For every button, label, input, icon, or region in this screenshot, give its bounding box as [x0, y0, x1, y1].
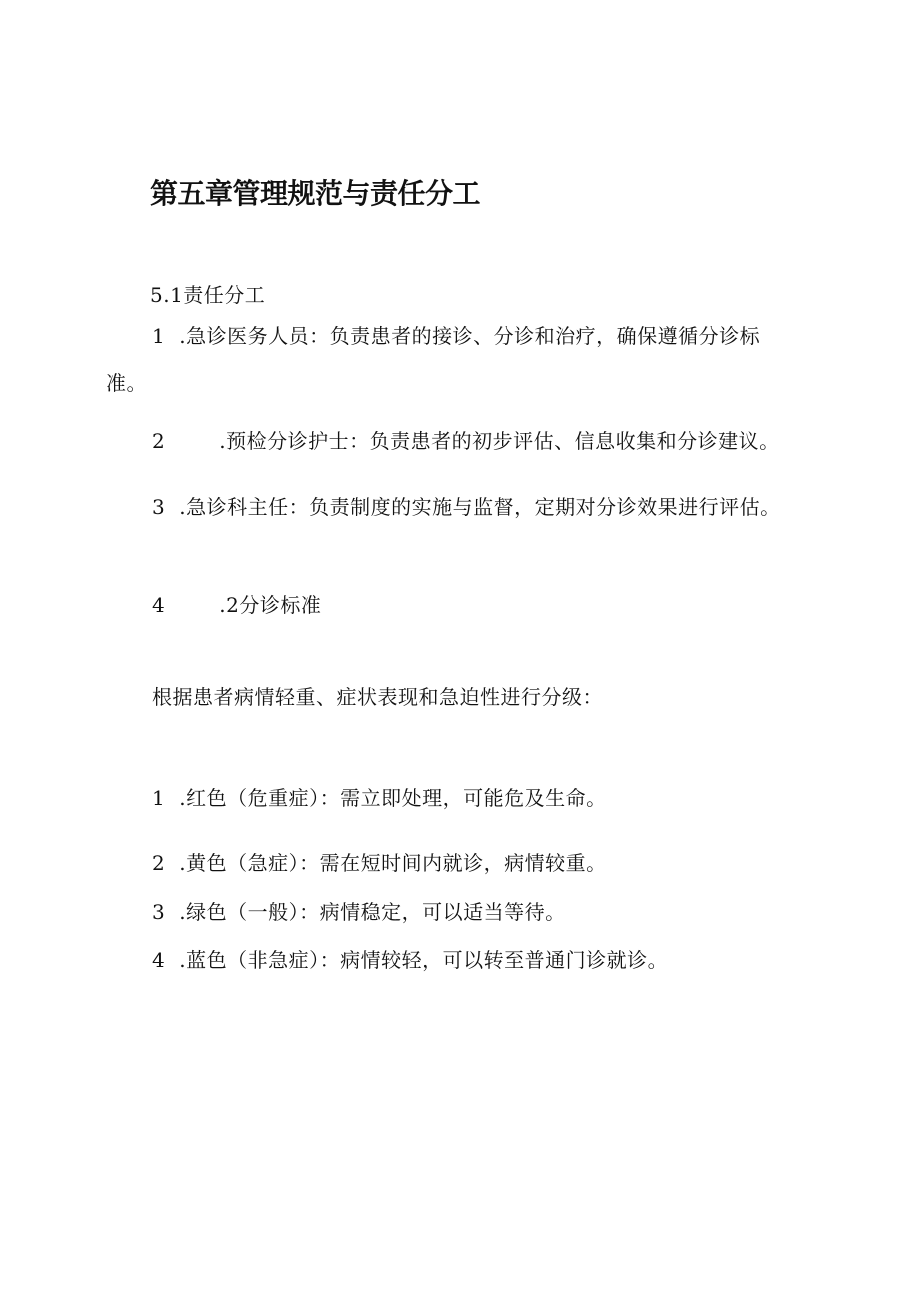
responsibility-item-3 — [152, 493, 781, 521]
section-heading-text: .2分诊标准 — [219, 593, 322, 617]
triage-level-red — [152, 784, 607, 812]
list-item-text: .红色（危重症）：需立即处理，可能危及生命。 — [179, 786, 607, 810]
list-item-text: .蓝色（非急症）：病情较轻，可以转至普通门诊就诊。 — [179, 948, 669, 972]
list-number: 1 — [152, 324, 166, 348]
list-item-text: .黄色（急症）：需在短时间内就诊，病情较重。 — [179, 851, 607, 875]
list-number: 3 — [152, 495, 166, 519]
list-item-text: .预检分诊护士：负责患者的初步评估、信息收集和分诊建议。 — [219, 429, 780, 453]
section-heading-triage-standard — [152, 591, 321, 619]
list-item-text: .绿色（一般）：病情稳定，可以适当等待。 — [179, 900, 566, 924]
list-number: 1 — [152, 786, 166, 810]
chapter-title: 第五章管理规范与责任分工 — [150, 177, 481, 210]
list-number: 4 — [152, 948, 166, 972]
list-item-text: .急诊科主任：负责制度的实施与监督，定期对分诊效果进行评估。 — [179, 495, 781, 519]
triage-level-blue — [152, 946, 668, 974]
triage-level-yellow — [152, 849, 607, 877]
responsibility-item-2 — [152, 427, 780, 455]
responsibility-item-1 — [152, 322, 760, 350]
triage-level-green — [152, 898, 566, 926]
list-number: 2 — [152, 851, 166, 875]
responsibility-item-1-continuation: 准。 — [106, 371, 147, 395]
list-number: 4 — [152, 593, 166, 617]
section-heading-responsibility: 5.1责任分工 — [150, 283, 266, 307]
triage-intro-paragraph: 根据患者病情轻重、症状表现和急迫性进行分级： — [152, 685, 603, 709]
list-number: 3 — [152, 900, 166, 924]
list-item-text: .急诊医务人员：负责患者的接诊、分诊和治疗，确保遵循分诊标 — [179, 324, 761, 348]
list-number: 2 — [152, 429, 166, 453]
